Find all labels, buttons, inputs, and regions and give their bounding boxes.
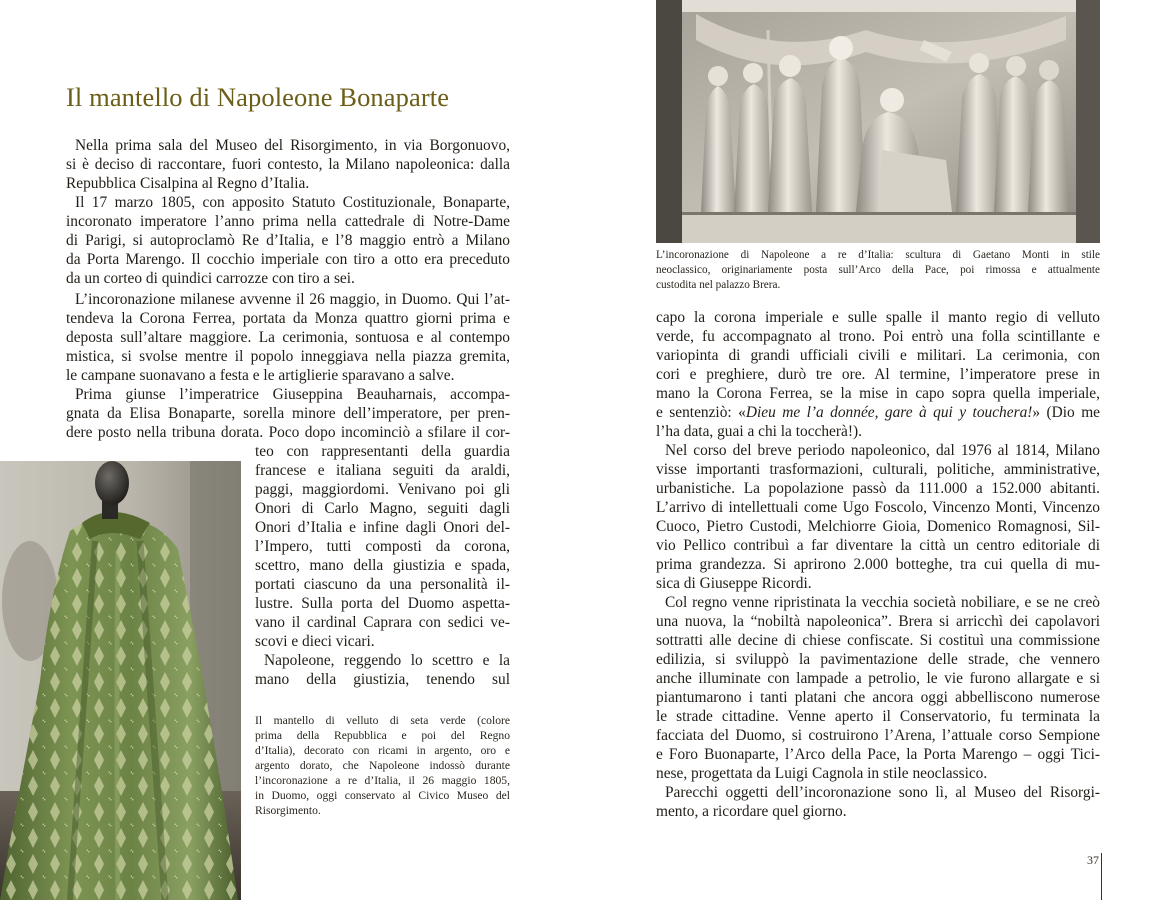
text-line: L’incoronazione milanese avvenne il 26 maggio, in Duomo. Qui l’at- (75, 291, 510, 308)
text-line: cori e preghiere, durò tre ore. Al termine, l’imperatore prese in (656, 366, 1100, 383)
text-line: prima grandezza. Si aprirono 2.000 botteghe, tra cui quella di mu- (656, 556, 1100, 573)
text-line: gnata da Elisa Bonaparte, sorella minore dell’imperatore, per pren- (66, 405, 510, 422)
text-line: Napoleone, reggendo lo scettro e la (264, 652, 510, 669)
caption-line: custodita nel palazzo Brera. (656, 279, 781, 291)
caption-line: l’incoronazione a re d’Italia, il 26 maggio 1805, (255, 774, 510, 787)
text-line: visse importanti trasformazioni, culturali, politiche, amministrative, (656, 461, 1100, 478)
text-line: variopinta di grandi ufficiali civili e militari. La cerimonia, con (656, 347, 1100, 364)
text-line: vio Pellico contribuì a far diventare la città un centro editoriale di (656, 537, 1100, 554)
text-line: Nella prima sala del Museo del Risorgimento, in via Borgonuovo, (75, 137, 510, 154)
text-line: portati ciascuno da una personalità il- (255, 576, 510, 593)
text-line: incoronato imperatore l’anno prima nella cattedrale di Notre-Dame (66, 213, 510, 230)
text-line: piantumarono i tanti platani che ancora oggi abbelliscono numerose (656, 689, 1100, 706)
text-line: l’Impero, tutti composti da corona, (255, 538, 510, 555)
right-page (583, 0, 1166, 900)
text-line: e Foro Buonaparte, l’Arco della Pace, la Porta Marengo – oggi Tici- (656, 746, 1100, 763)
text-line: Col regno venne ripristinata la vecchia società nobiliare, e se ne creò (665, 594, 1100, 611)
napoleon-quote: Dieu me l’a donnée, gare à qui y touchera! (745, 404, 1033, 421)
text-line: deposta sull’altare maggiore. La cerimonia, sontuosa e al contempo (66, 329, 510, 346)
page-number: 37 (1087, 853, 1099, 867)
caption-line: neoclassico, originariamente posta sull’Arco della Pace, poi rimossa e attualmente (656, 264, 1100, 276)
quote-line (656, 403, 1100, 422)
caption-line: L’incoronazione di Napoleone a re d’Italia: scultura di Gaetano Monti in stile (656, 249, 1100, 261)
text-line: una nuova, la “nobiltà napoleonica”. Brera si arricchì dei capolavori (656, 613, 1100, 630)
text-line: da Porta Marengo. Il cocchio imperiale con tiro a otto era preceduto (66, 251, 510, 268)
caption-line: prima della Repubblica e poi del Regno (255, 729, 510, 742)
text-line: si è deciso di raccontare, fuori contesto, la Milano napoleonica: dalla (66, 156, 510, 173)
text-line: sottratti alle decine di chiese confiscate. Si costituì una commissione (656, 632, 1100, 649)
text-line: Nel corso del breve periodo napoleonico, dal 1976 al 1814, Milano (665, 442, 1100, 459)
text-line: edilizia, si sviluppò la pavimentazione delle strade, che vennero (656, 651, 1100, 668)
caption-line: argento dorato, che Napoleone indossò durante (255, 759, 510, 772)
text-line: scettro, mano della giustizia e spada, (255, 557, 510, 574)
text-line: scovi e dieci vicari. (255, 633, 375, 650)
text-line: mistica, si svolse mentre il popolo inneggiava nella piazza gremita, (66, 348, 510, 365)
page-number-rule (1101, 853, 1102, 900)
quote-suffix: » (Dio me (1032, 404, 1101, 421)
text-line: di Parigi, si autoproclamò Re d’Italia, e l’8 maggio entrò a Milano (66, 232, 510, 249)
text-line: vano il cardinal Caprara con sedici ve- (255, 614, 510, 631)
text-line: Onori di Carlo Magno, seguiti dagli (255, 500, 510, 517)
text-line: verde, fu accompagnato al trono. Poi entrò una folla scintillante e (656, 328, 1100, 345)
relief-photo (656, 0, 1100, 243)
text-line: lustre. Sulla porta del Duomo aspetta- (255, 595, 510, 612)
text-line: Onori d’Italia e infine dagli Onori del- (255, 519, 510, 536)
text-line: mano della giustizia, tenendo sul (255, 671, 510, 688)
mantle-photo (0, 461, 241, 900)
text-line: nese, progettata da Luigi Cagnola in stile neoclassico. (656, 765, 988, 782)
text-line: da un corteo di quindici carrozze con tiro a sei. (66, 270, 355, 287)
article-title: Il mantello di Napoleone Bonaparte (66, 82, 450, 112)
text-line: le strade cittadine. Venne aperto il Conservatorio, fu terminata la (656, 708, 1100, 725)
text-line: capo la corona imperiale e sulle spalle il manto regio di velluto (656, 309, 1100, 326)
text-line: teo con rappresentanti della guardia (255, 443, 510, 460)
text-line: Repubblica Cisalpina al Regno d’Italia. (66, 175, 310, 192)
text-line: dere posto nella tribuna dorata. Poco dopo incominciò a sfilare il cor- (66, 424, 510, 441)
text-line: urbanistiche. La popolazione passò da 111.000 a 152.000 abitanti. (656, 480, 1100, 497)
text-line: anche illuminate con lampade a petrolio, le vie furono allargate e si (656, 670, 1100, 687)
text-line: tendeva la Corona Ferrea, portata da Monza quattro giorni prima e (66, 310, 510, 327)
text-line: francese e italiana seguiti da araldi, (255, 462, 510, 479)
text-line: Cuoco, Pietro Custodi, Melchiorre Gioia, Domenico Romagnosi, Sil- (656, 518, 1100, 535)
quote-prefix: e sentenziò: « (656, 404, 746, 421)
text-line: sica di Giuseppe Ricordi. (656, 575, 812, 592)
text-line: L’arrivo di intellettuali come Ugo Foscolo, Vincenzo Monti, Vincenzo (656, 499, 1100, 516)
caption-line: Il mantello di velluto di seta verde (colore (255, 714, 510, 727)
text-line: mento, a ricordare quel giorno. (656, 803, 847, 820)
text-line: facciata del Duomo, si costruirono l’Arena, l’attuale corso Sempione (656, 727, 1100, 744)
text-line: Il 17 marzo 1805, con apposito Statuto Costituzionale, Bonaparte, (75, 194, 510, 211)
text-line: mano la Corona Ferrea, se la mise in capo sopra quella imperiale, (656, 385, 1100, 402)
text-line: l’ha data, guai a chi la toccherà!). (656, 423, 862, 440)
text-line: Prima giunse l’imperatrice Giuseppina Beauharnais, accompa- (75, 386, 510, 403)
text-line: Parecchi oggetti dell’incoronazione sono lì, al Museo del Risorgi- (665, 784, 1100, 801)
text-line: paggi, maggiordomi. Venivano poi gli (255, 481, 510, 498)
text-line: le campane suonavano a festa e le artiglierie sparavano a salve. (66, 367, 455, 384)
caption-line: d’Italia), decorato con ricami in argento, oro e (255, 744, 510, 757)
caption-line: Risorgimento. (255, 804, 321, 817)
caption-line: in Duomo, oggi conservato al Civico Museo del (255, 789, 510, 802)
